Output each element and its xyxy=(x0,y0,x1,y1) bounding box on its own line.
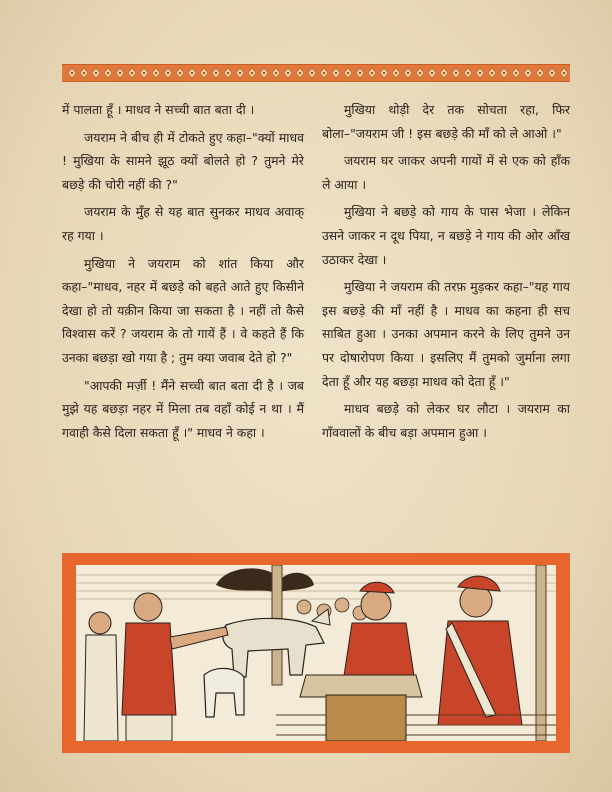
paragraph: "आपकी मर्ज़ी ! मैंने सच्ची बात बता दी है । जब मुझे यह बछड़ा नहर में मिला तब वहाँ कोई न था । मैं गवाही कैसे दिला सकता हूँ ।" माधव ने कहा । xyxy=(62,377,304,440)
paragraph: जयराम के मुँह से यह बात सुनकर माधव अवाक् रह गया । xyxy=(62,204,304,243)
paragraph: मुखिया ने जयराम को शांत किया और कहा–"माधव, नहर में बछड़े को बहते आते हुए किसीने देखा हो तो यक़ीन किया जा सकता है । नहीं तो कैसे विश्वास करें ? जयराम के तो गायें हैं । वे कहते हैं कि उनका बछड़ा खो गया है ; तुम क्या जवाब देते हो ?" xyxy=(62,255,304,365)
paragraph: जयराम ने बीच ही में टोकते हुए कहा–"क्यों माधव ! मुखिया के सामने झूठ क्यों बोलते हो ? तुमने मेरे बछड़े की चोरी नहीं की ?" xyxy=(62,129,304,192)
right-text-column xyxy=(322,98,570,448)
paragraph: में पालता हूँ । माधव ने सच्ची बात बता दी । xyxy=(62,102,255,117)
paragraph: मुखिया थोड़ी देर तक सोचता रहा, फिर बोला–"जयराम जी ! इस बछड़े की माँ को ले आओ ।" xyxy=(322,102,570,141)
left-text-column xyxy=(62,98,304,448)
paragraph: मुखिया ने बछड़े को गाय के पास भेजा । लेकिन उसने जाकर न दूध पिया, न बछड़े ने गाय की ओर आँख उठाकर देखा । xyxy=(322,204,570,267)
paragraph: माधव बछड़े को लेकर घर लौटा । जयराम का गाँववालों के बीच बड़ा अपमान हुआ । xyxy=(322,401,570,440)
story-illustration xyxy=(62,553,570,753)
floral-border-icon xyxy=(62,64,570,82)
paragraph: जयराम घर जाकर अपनी गायों में से एक को हाँक ले आया । xyxy=(322,153,570,192)
village-court-scene-icon xyxy=(76,565,556,741)
paragraph: मुखिया ने जयराम की तरफ़ मुड़कर कहा–"यह गाय इस बछड़े की माँ नहीं है । माधव का कहना ही सच साबित हुआ । उनका अपमान करने के लिए तुमने उन पर दोषारोपण किया । इसलिए मैं तुमको जुर्माना लगा देता हूँ और यह बछड़ा माधव को देता हूँ ।" xyxy=(322,279,570,389)
